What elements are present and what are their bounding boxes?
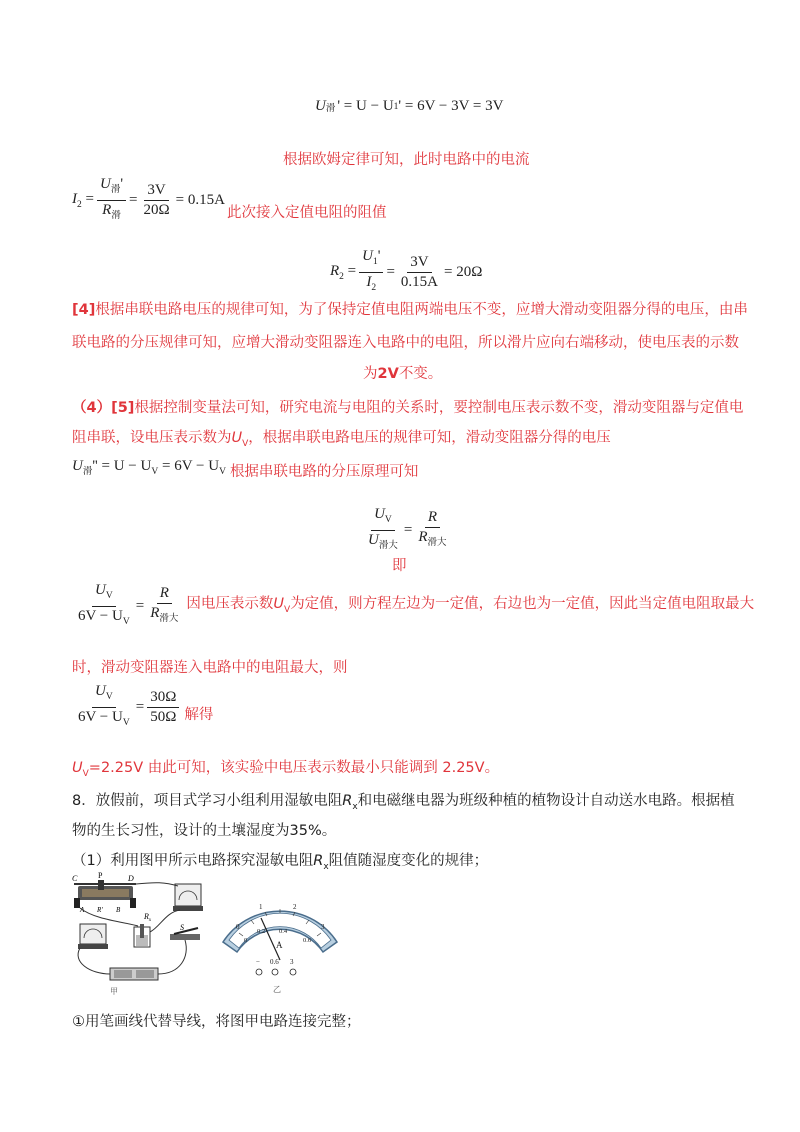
- svg-text:0.2: 0.2: [257, 928, 266, 935]
- q8-line1: 8．放假前，项目式学习小组利用湿敏电阻$R_x$和电磁继电器为班级种植的植物设计自动送水电路。根据植: [72, 793, 735, 812]
- svg-text:3: 3: [321, 923, 325, 931]
- para4-line1: [4]根据串联电路电压的规律可知，为了保持定值电阻两端电压不变，应增大滑动变阻器分得的电压，由串: [72, 302, 748, 318]
- meter-unit: A: [276, 940, 283, 950]
- label-a: A: [80, 906, 85, 914]
- result-line: $U_V=2.25V$ 由此可知，该实验中电压表示数最小只能调到 2.25V。: [72, 760, 500, 779]
- meter-left: [78, 924, 108, 949]
- q8-sub1: （1）利用图甲所示电路探究湿敏电阻$R_x$阻值随湿度变化的规律；: [72, 853, 489, 872]
- circuit-figure: [70, 872, 215, 997]
- q8-sub1a: ①用笔画线代替导线，将图甲电路连接完整；: [72, 1014, 361, 1030]
- label-c: C: [72, 874, 78, 883]
- meter-top: [173, 884, 203, 911]
- terminals: [256, 969, 296, 975]
- svg-text:0: 0: [244, 937, 248, 944]
- svg-text:0: 0: [236, 923, 240, 931]
- switch-label: S: [180, 923, 184, 932]
- svg-text:3: 3: [290, 958, 294, 966]
- para6-line1: 因电压表示数$U_V$为定值，则方程左边为一定值，右边也为一定值，因此当定值电阻取最大: [186, 595, 755, 615]
- switch: [170, 928, 200, 940]
- label-d: D: [128, 874, 134, 883]
- rx-beaker: [134, 924, 150, 947]
- svg-text:0.6: 0.6: [270, 958, 279, 966]
- label-yi: 乙: [273, 985, 281, 994]
- equation-u-slide: U 滑 ' = U − U 1 ' = 6V − 3V = 3V: [315, 98, 504, 114]
- svg-text:0.6: 0.6: [303, 937, 312, 944]
- terminal-labels: [256, 958, 294, 966]
- equation-i2: $I_2$ = $\frac{U_滑'}{R_滑}$ = $\frac{3V}{20\Omega}$ = 0.15A 此次接入定值电阻的阻值: [72, 176, 387, 221]
- para6-line2: 时，滑动变阻器连入电路中的电阻最大，则: [72, 660, 348, 676]
- label-jia: 甲: [110, 987, 118, 996]
- para4-line3: 为2V不变。: [363, 366, 443, 382]
- equation-ratio2: $\frac{U_V}{6V - U_V}$ = $\frac{R}{R_{滑大}}$ 因电压表示数$U_V$为定值，则方程左边为一定值，右边也为一定值，因此当定值电阻取最大: [78, 582, 755, 627]
- svg-text:−: −: [256, 958, 260, 966]
- battery: [110, 968, 158, 980]
- equation-solve: $\frac{U_V}{6V - U_V}$ = $\frac{30\Omega}{50\Omega}$ 解得: [78, 683, 214, 728]
- solve-label: 解得: [184, 706, 214, 723]
- svg-text:2: 2: [293, 903, 297, 911]
- para4-line2: 联电路的分压规律可知，应增大滑动变阻器连入电路中的电阻，所以滑片应向右端移动，使电压表的示数: [72, 335, 739, 351]
- ji-text: 即: [392, 558, 407, 574]
- label-p: P: [98, 872, 103, 880]
- equation-r2: $R_2$ = $\frac{U_1'}{I_2}$ = $\frac{3V}{0.15A}$ = 20Ω: [330, 248, 483, 293]
- ohm-law-line: 根据欧姆定律可知，此时电路中的电流: [283, 152, 530, 168]
- equation-ratio: $\frac{U_V}{U_{滑大}}$ = $\frac{R}{R_{滑大}}$: [368, 506, 447, 551]
- rx-label: $R_x$: [144, 912, 152, 923]
- label-r-prime: R': [97, 906, 103, 914]
- svg-text:0.4: 0.4: [279, 928, 288, 935]
- divider-principle-line: 根据串联电路的分压原理可知: [229, 464, 419, 480]
- label-b: B: [116, 906, 121, 914]
- ammeter-figure: [215, 880, 345, 995]
- para5-line2: 阻串联，设电压表示数为$U_V$，根据串联电路电压的规律可知，滑动变阻器分得的电压: [72, 430, 611, 449]
- para5-line1: （4）[5]根据控制变量法可知，研究电流与电阻的关系时，要控制电压表示数不变，滑动变阻器与定值电: [72, 400, 744, 416]
- rheostat: [74, 880, 136, 908]
- equation-u-slide2: $U_滑'' = U - U_V = 6V - U_V$ 根据串联电路的分压原理可知: [72, 457, 419, 480]
- fixed-resistor-line: 此次接入定值电阻的阻值: [226, 204, 387, 221]
- q8-line2: 物的生长习性，设计的土壤湿度为35%。: [72, 823, 337, 839]
- svg-text:1: 1: [259, 903, 263, 911]
